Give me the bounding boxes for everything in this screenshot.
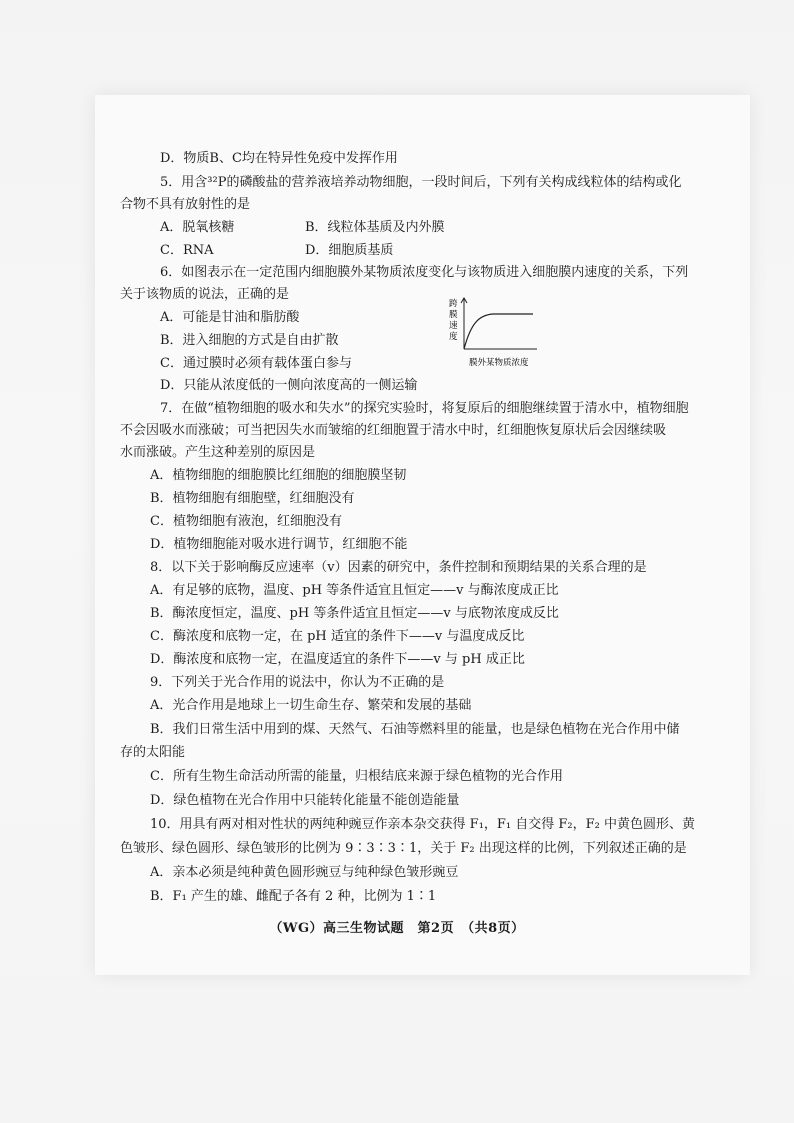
q9-option-c: C．所有生物生命活动所需的能量，归根结底来源于绿色植物的光合作用 [150,769,563,784]
q5-option-a: A．脱氧核糖 [160,220,235,235]
q10-stem-line2: 色皱形、绿色圆形、绿色皱形的比例为 9∶3∶3∶1，关于 F₂ 出现这样的比例，下列叙述正确的是 [120,841,687,856]
q7-option-d: D．植物细胞能对吸水进行调节，红细胞不能 [150,537,408,552]
q8-option-a: A．有足够的底物，温度、pH 等条件适宜且恒定——v 与酶浓度成正比 [150,583,559,598]
q7-option-c: C．植物细胞有液泡，红细胞没有 [150,514,342,529]
q6-option-d: D．只能从浓度低的一侧向浓度高的一侧运输 [160,378,418,393]
q6-graph-ylabel-0: 跨 [449,299,458,309]
q9-stem: 9．下列关于光合作用的说法中，你认为不正确的是 [150,675,445,690]
page-footer: （WG）高三生物试题 第2页 （共8页） [269,921,525,936]
q6-graph-curve [464,314,533,349]
q6-graph-ylabel-3: 度 [449,332,458,342]
q5-option-c: C．RNA [160,243,214,258]
q7-option-b: B．植物细胞有细胞壁，红细胞没有 [150,491,355,506]
q5-stem-line2: 合物不具有放射性的是 [120,197,251,212]
q4-option-d: D．物质B、C均在特异性免疫中发挥作用 [160,151,398,166]
q6-option-b: B．进入细胞的方式是自由扩散 [160,333,339,348]
q5-stem-line1: 5．用含³²P的磷酸盐的营养液培养动物细胞，一段时间后，下列有关构成线粒体的结构或化 [160,175,682,190]
q8-option-b: B．酶浓度恒定，温度、pH 等条件适宜且恒定——v 与底物浓度成反比 [150,606,559,621]
q8-stem: 8．以下关于影响酶反应速率（v）因素的研究中，条件控制和预期结果的关系合理的是 [150,560,647,575]
q9-option-b-line2: 存的太阳能 [120,745,186,760]
q6-graph-ylabel-2: 速 [449,321,458,331]
q9-option-a: A．光合作用是地球上一切生命生存、繁荣和发展的基础 [150,698,472,713]
q8-option-c: C．酶浓度和底物一定，在 pH 适宜的条件下——v 与温度成反比 [150,629,525,644]
q6-graph-svg [447,297,567,377]
q7-stem-line2: 不会因吸水而涨破；可当把因失水而皱缩的红细胞置于清水中时，红细胞恢复原状后会因继续吸 [120,423,667,438]
q6-option-c: C．通过膜时必须有载体蛋白参与 [160,356,352,371]
q6-stem-line2: 关于该物质的说法，正确的是 [120,287,290,302]
q6-option-a: A．可能是甘油和脂肪酸 [160,310,300,325]
q6-graph-ylabel-1: 膜 [449,310,458,320]
q6-graph [447,297,567,377]
q6-graph-xlabel: 膜外某物质浓度 [469,358,529,368]
q10-option-b: B．F₁ 产生的雄、雌配子各有 2 种，比例为 1∶1 [150,889,437,904]
q9-option-d: D．绿色植物在光合作用中只能转化能量不能创造能量 [150,793,460,808]
q7-option-a: A．植物细胞的细胞膜比红细胞的细胞膜坚韧 [150,468,407,483]
q6-stem-line1: 6．如图表示在一定范围内细胞膜外某物质浓度变化与该物质进入细胞膜内速度的关系，下列 [160,265,689,280]
q5-option-b: B．线粒体基质及内外膜 [305,220,445,235]
q10-stem-line1: 10．用具有两对相对性状的两纯种豌豆作亲本杂交获得 F₁，F₁ 自交得 F₂，F₂ 中黄色圆形、黄 [150,817,695,832]
q8-option-d: D．酶浓度和底物一定，在温度适宜的条件下——v 与 pH 成正比 [150,652,525,667]
q9-option-b-line1: B．我们日常生活中用到的煤、天然气、石油等燃料里的能量，也是绿色植物在光合作用中储 [150,722,680,737]
q7-stem-line3: 水而涨破。产生这种差别的原因是 [120,445,316,460]
q10-option-a: A．亲本必须是纯种黄色圆形豌豆与纯种绿色皱形豌豆 [150,865,459,880]
q5-option-d: D．细胞质基质 [305,243,394,258]
q7-stem-line1: 7．在做“植物细胞的吸水和失水”的探究实验时，将复原后的细胞继续置于清水中，植物细胞 [160,401,689,416]
